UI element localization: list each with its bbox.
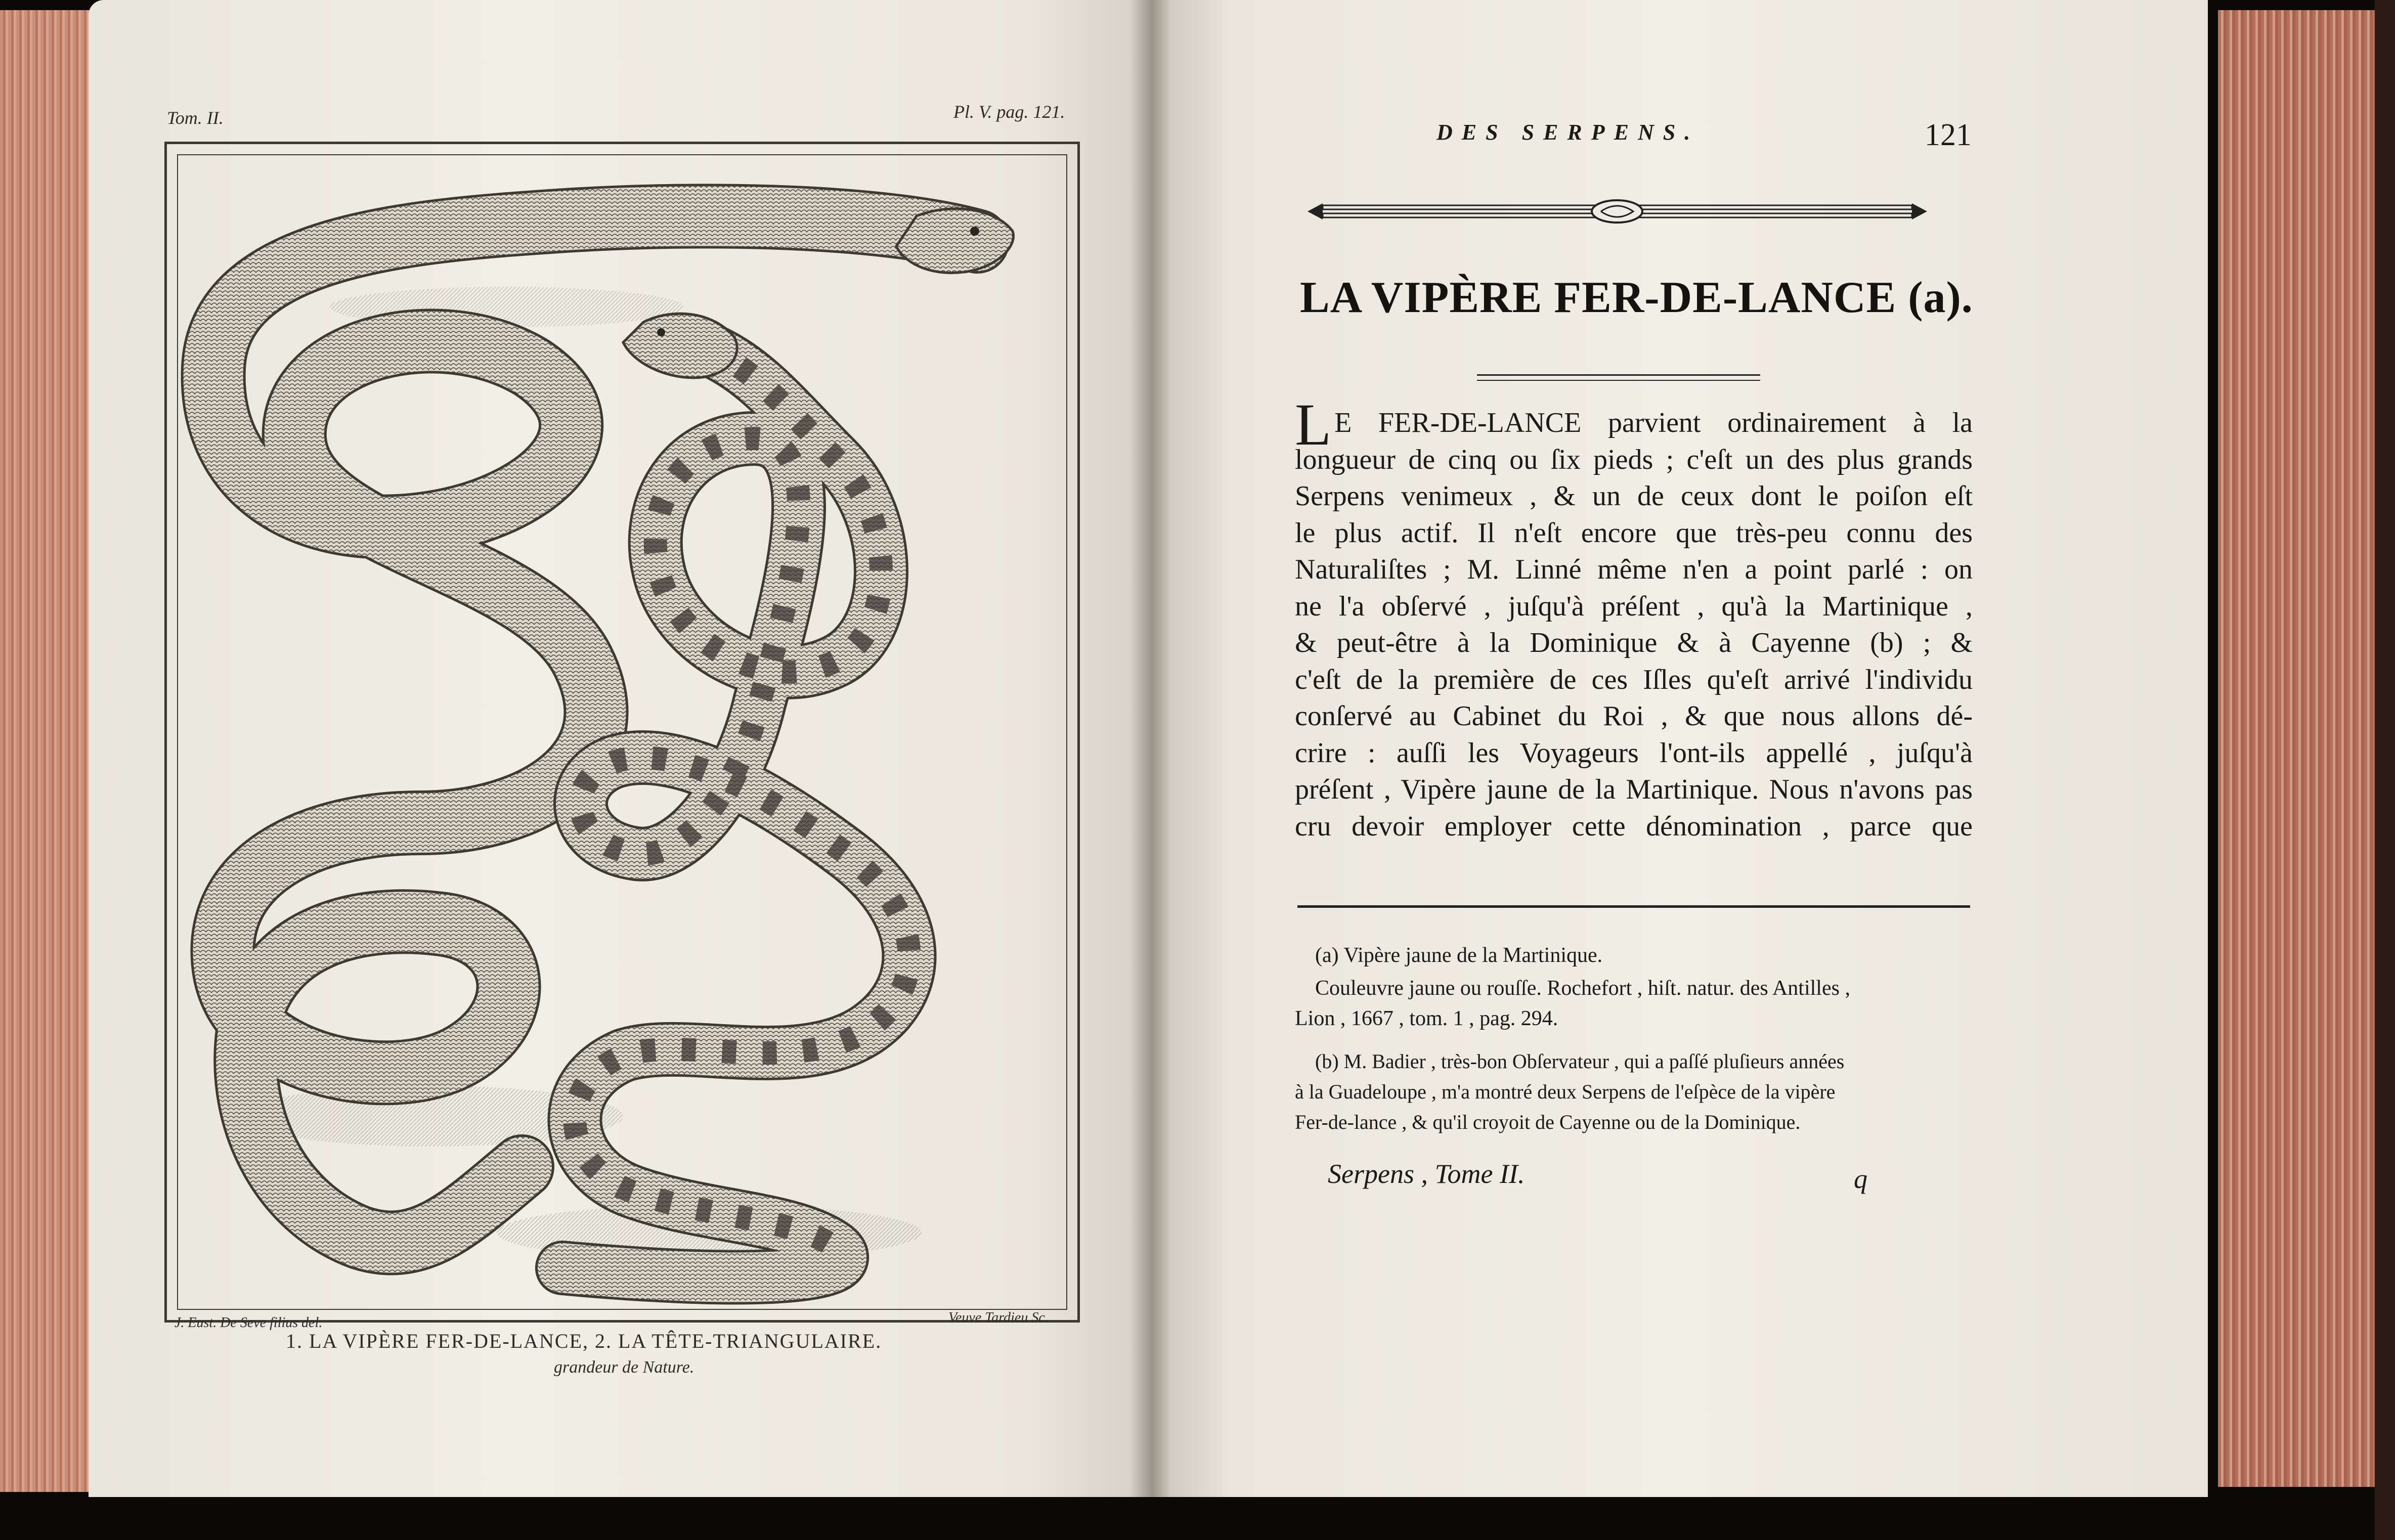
ornament-band (1302, 196, 1932, 227)
chapter-title: LA VIPÈRE FER-DE-LANCE (a). (1300, 273, 1973, 322)
body-line: préſent , Vipère jaune de la Martinique. Nous n'avons pas (1295, 774, 1973, 805)
footnote-b: (b) M. Badier , très-bon Obſervateur , qui a paſſé pluſieurs années (1315, 1050, 1845, 1073)
footnote-a-line2: Couleuvre jaune ou rouſſe. Rochefort , hiſt. natur. des Antilles , (1315, 977, 1850, 1000)
body-line: c'eſt de la première de ces Iſles qu'eſt arrivé l'individu (1295, 664, 1973, 695)
footnote-rule (1297, 905, 1970, 908)
snake-tete-triangulaire (562, 314, 909, 1277)
drop-cap: L (1295, 391, 1332, 458)
title-rule (1477, 374, 1760, 381)
left-header-plate: Pl. V. pag. 121. (953, 102, 1065, 122)
body-text (1295, 391, 1973, 845)
draughtsman-credit: J. Eust. De Seve filius del. (175, 1315, 323, 1331)
signature-mark: q (1854, 1164, 1867, 1194)
footnote-a-line3: Lion , 1667 , tom. 1 , pag. 294. (1295, 1007, 1558, 1030)
body-line: Naturaliſtes ; M. Linné même n'en a point parlé : on (1295, 554, 1973, 585)
body-line: ne l'a obſervé , juſqu'à préſent , qu'à la Martinique , (1295, 590, 1973, 622)
body-line: conſervé au Cabinet du Roi , & que nous allons dé- (1295, 700, 1973, 732)
page-number: 121 (1925, 118, 1972, 152)
book-cover-edge (2375, 0, 2395, 1540)
footnote-b-line3: Fer-de-lance , & qu'il croyoit de Cayenne ou de la Dominique. (1295, 1111, 1801, 1133)
engraved-plate (164, 142, 1080, 1323)
page-edges-right (2218, 10, 2385, 1487)
body-line: crire : auſſi les Voyageurs l'ont-ils appellé , juſqu'à (1295, 737, 1973, 769)
snake-engraving (178, 155, 1063, 1306)
footnote-b-line2: à la Guadeloupe , m'a montré deux Serpens de l'eſpèce de la vipère (1295, 1080, 1836, 1103)
signature-line: Serpens , Tome II. (1328, 1159, 1525, 1189)
body-line: cru devoir employer cette dénomination , parce que (1295, 810, 1973, 842)
body-line: longueur de cinq ou ſix pieds ; c'eſt un des plus grands (1295, 444, 1973, 475)
body-line: & peut-être à la Dominique & à Cayenne (b) ; & (1295, 627, 1973, 658)
plate-caption: 1. LA VIPÈRE FER-DE-LANCE, 2. LA TÊTE-TRIANGULAIRE. (286, 1330, 882, 1352)
body-line: E FER-DE-LANCE parvient ordinairement à la (1334, 407, 1973, 438)
body-line: le plus actif. Il n'eſt encore que très-peu connu des (1295, 517, 1973, 549)
running-head: DES SERPENS. (1436, 120, 1700, 145)
body-line: Serpens venimeux , & un de ceux dont le poiſon eſt (1295, 480, 1973, 512)
plate-image (177, 154, 1067, 1310)
plate-subcaption: grandeur de Nature. (554, 1358, 694, 1377)
footnote-a: (a) Vipère jaune de la Martinique. (1315, 944, 1603, 967)
left-header-tome: Tom. II. (167, 108, 224, 128)
engraver-credit: Veuve Tardieu Sc. (948, 1310, 1049, 1326)
